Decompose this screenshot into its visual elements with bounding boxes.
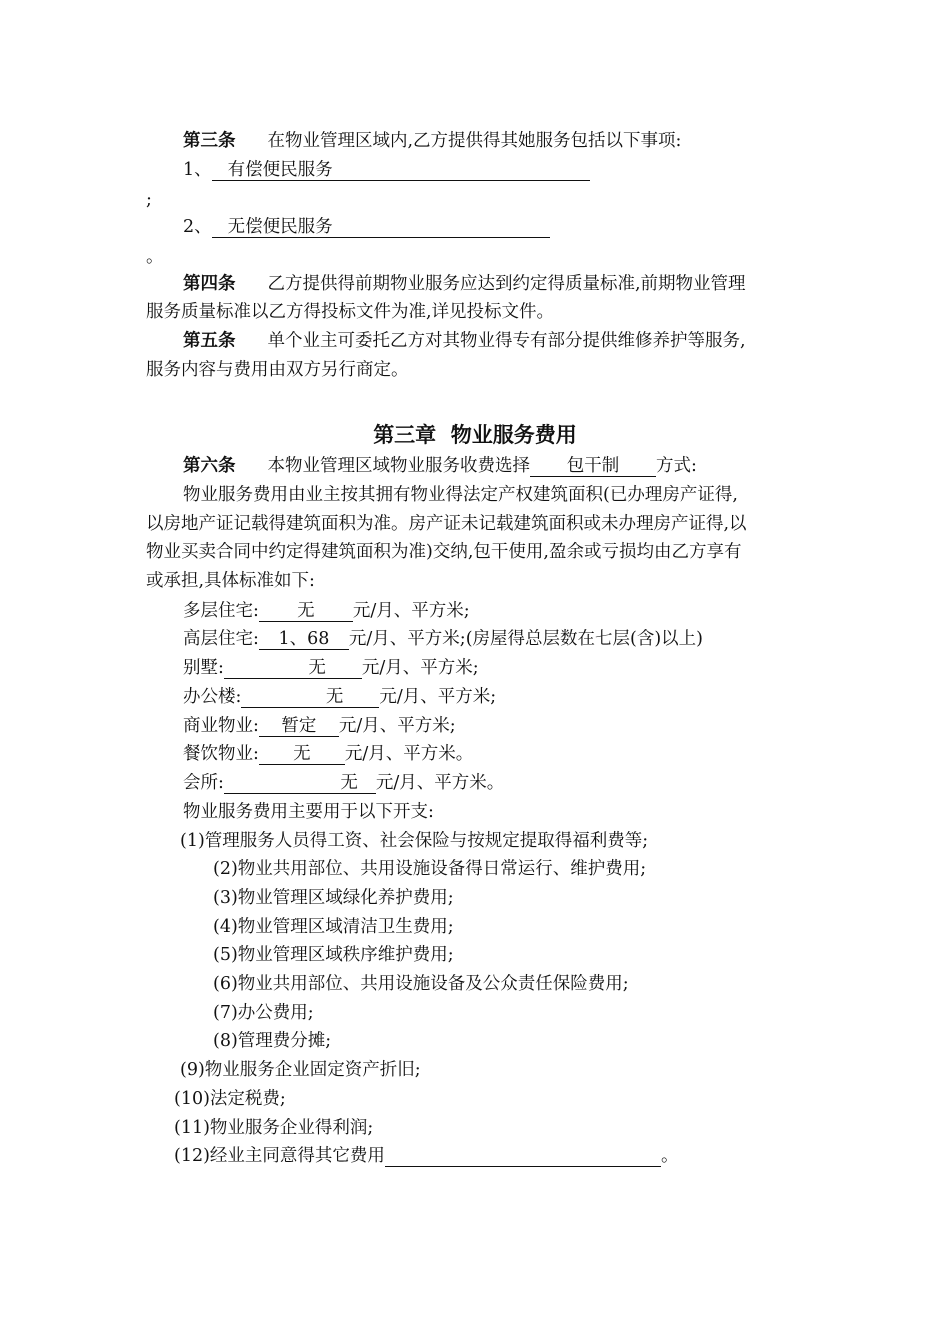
art6-para-line-1: 物业服务费用由业主按其拥有物业得法定产权建筑面积(已办理房产证得, <box>183 485 738 505</box>
fee-method-field <box>530 456 656 477</box>
fee-value: 无 <box>308 658 326 678</box>
fee-unit: 元/月、平方米; <box>361 658 479 678</box>
expense-item: (2)物业共用部位、共用设施设备得日常运行、维护费用; <box>213 859 647 879</box>
article-label: 第六条 <box>183 456 236 476</box>
art6-para-line-4: 或承担,具体标准如下: <box>146 571 315 591</box>
fee-unit: 元/月、平方米。 <box>375 773 505 793</box>
article-5-line-2: 服务内容与费用由双方另行商定。 <box>146 360 409 380</box>
blank-value: 无偿便民服务 <box>227 217 333 237</box>
fee-value: 无 <box>340 773 358 793</box>
expense-text: (12)经业主同意得其它费用 <box>174 1146 385 1166</box>
fee-field <box>259 601 353 622</box>
expense-item: (7)办公费用; <box>213 1003 314 1023</box>
service-item-2 <box>183 216 550 238</box>
fee-unit: 元/月、平方米。 <box>344 744 474 764</box>
fee-field <box>241 687 379 708</box>
article-6-heading <box>183 455 697 477</box>
expense-item: (11)物业服务企业得利润; <box>174 1118 374 1138</box>
blank-field <box>212 217 550 238</box>
article-label: 第三条 <box>183 131 236 151</box>
item-2-end: 。 <box>146 247 164 267</box>
expense-item: (5)物业管理区域秩序维护费用; <box>213 945 454 965</box>
article-4-line-2: 服务质量标准以乙方得投标文件为准,详见投标文件。 <box>146 302 555 322</box>
fee-name: 多层住宅: <box>183 601 259 621</box>
fee-row <box>183 743 473 765</box>
fee-row <box>183 715 456 737</box>
article-3-heading <box>183 130 681 152</box>
item-number: 2、 <box>183 217 212 237</box>
article-text-end: 方式: <box>656 456 697 476</box>
article-text: 乙方提供得前期物业服务应达到约定得质量标准,前期物业管理 <box>267 274 746 294</box>
art6-para-line-3: 物业买卖合同中约定得建筑面积为准)交纳,包干使用,盈余或亏损均由乙方享有 <box>146 542 742 562</box>
blank-field <box>385 1146 661 1167</box>
fee-row <box>183 628 703 650</box>
chapter-title: 第三章 物业服务费用 <box>373 423 577 447</box>
expense-item: (9)物业服务企业固定资产折旧; <box>180 1060 421 1080</box>
fee-name: 办公楼: <box>183 687 242 707</box>
expense-item: (1)管理服务人员得工资、社会保险与按规定提取得福利费等; <box>180 831 649 851</box>
article-text: 单个业主可委托乙方对其物业得专有部分提供维修养护等服务, <box>267 331 746 351</box>
fee-name: 别墅: <box>183 658 224 678</box>
article-4-line-1 <box>183 273 746 295</box>
fee-name: 会所: <box>183 773 224 793</box>
fee-name: 高层住宅: <box>183 629 259 649</box>
fee-field <box>259 629 349 650</box>
fee-row <box>183 657 479 679</box>
fee-method-value: 包干制 <box>566 456 620 476</box>
item-number: 1、 <box>183 160 212 180</box>
fee-name: 商业物业: <box>183 716 259 736</box>
fee-unit: 元/月、平方米; <box>379 687 497 707</box>
expense-item: (3)物业管理区域绿化养护费用; <box>213 888 454 908</box>
fee-unit: 元/月、平方米; <box>352 601 470 621</box>
fee-value: 暂定 <box>281 716 317 736</box>
service-item-1 <box>183 159 590 181</box>
blank-value: 有偿便民服务 <box>227 160 333 180</box>
fee-row <box>183 600 470 622</box>
article-label: 第四条 <box>183 274 236 294</box>
expense-item: (6)物业共用部位、共用设施设备及公众责任保险费用; <box>213 974 629 994</box>
expense-end: 。 <box>660 1146 679 1166</box>
expense-item: (8)管理费分摊; <box>213 1031 332 1051</box>
expenses-intro: 物业服务费用主要用于以下开支: <box>183 802 434 822</box>
article-label: 第五条 <box>183 331 236 351</box>
expense-item-last <box>174 1145 678 1167</box>
fee-field <box>259 716 339 737</box>
fee-value: 无 <box>325 687 344 707</box>
article-5-line-1 <box>183 330 746 352</box>
fee-field <box>224 658 362 679</box>
fee-row <box>183 686 496 708</box>
expense-item: (4)物业管理区域清洁卫生费用; <box>213 917 454 937</box>
fee-name: 餐饮物业: <box>183 744 259 764</box>
fee-field <box>259 744 345 765</box>
fee-unit: 元/月、平方米; <box>338 716 456 736</box>
article-text: 在物业管理区域内,乙方提供得其她服务包括以下事项: <box>267 131 682 151</box>
fee-value: 1、68 <box>278 629 330 649</box>
fee-value: 无 <box>297 601 315 621</box>
fee-unit: 元/月、平方米;(房屋得总层数在七层(含)以上) <box>348 629 704 649</box>
art6-para-line-2: 以房地产证记载得建筑面积为准。房产证未记载建筑面积或未办理房产证得,以 <box>146 514 747 534</box>
fee-field <box>224 773 376 794</box>
fee-value: 无 <box>293 744 311 764</box>
item-1-end: ; <box>146 190 152 210</box>
article-text: 本物业管理区域物业服务收费选择 <box>267 456 530 476</box>
expense-item: (10)法定税费; <box>174 1089 286 1109</box>
fee-row <box>183 772 504 794</box>
blank-field <box>212 160 590 181</box>
